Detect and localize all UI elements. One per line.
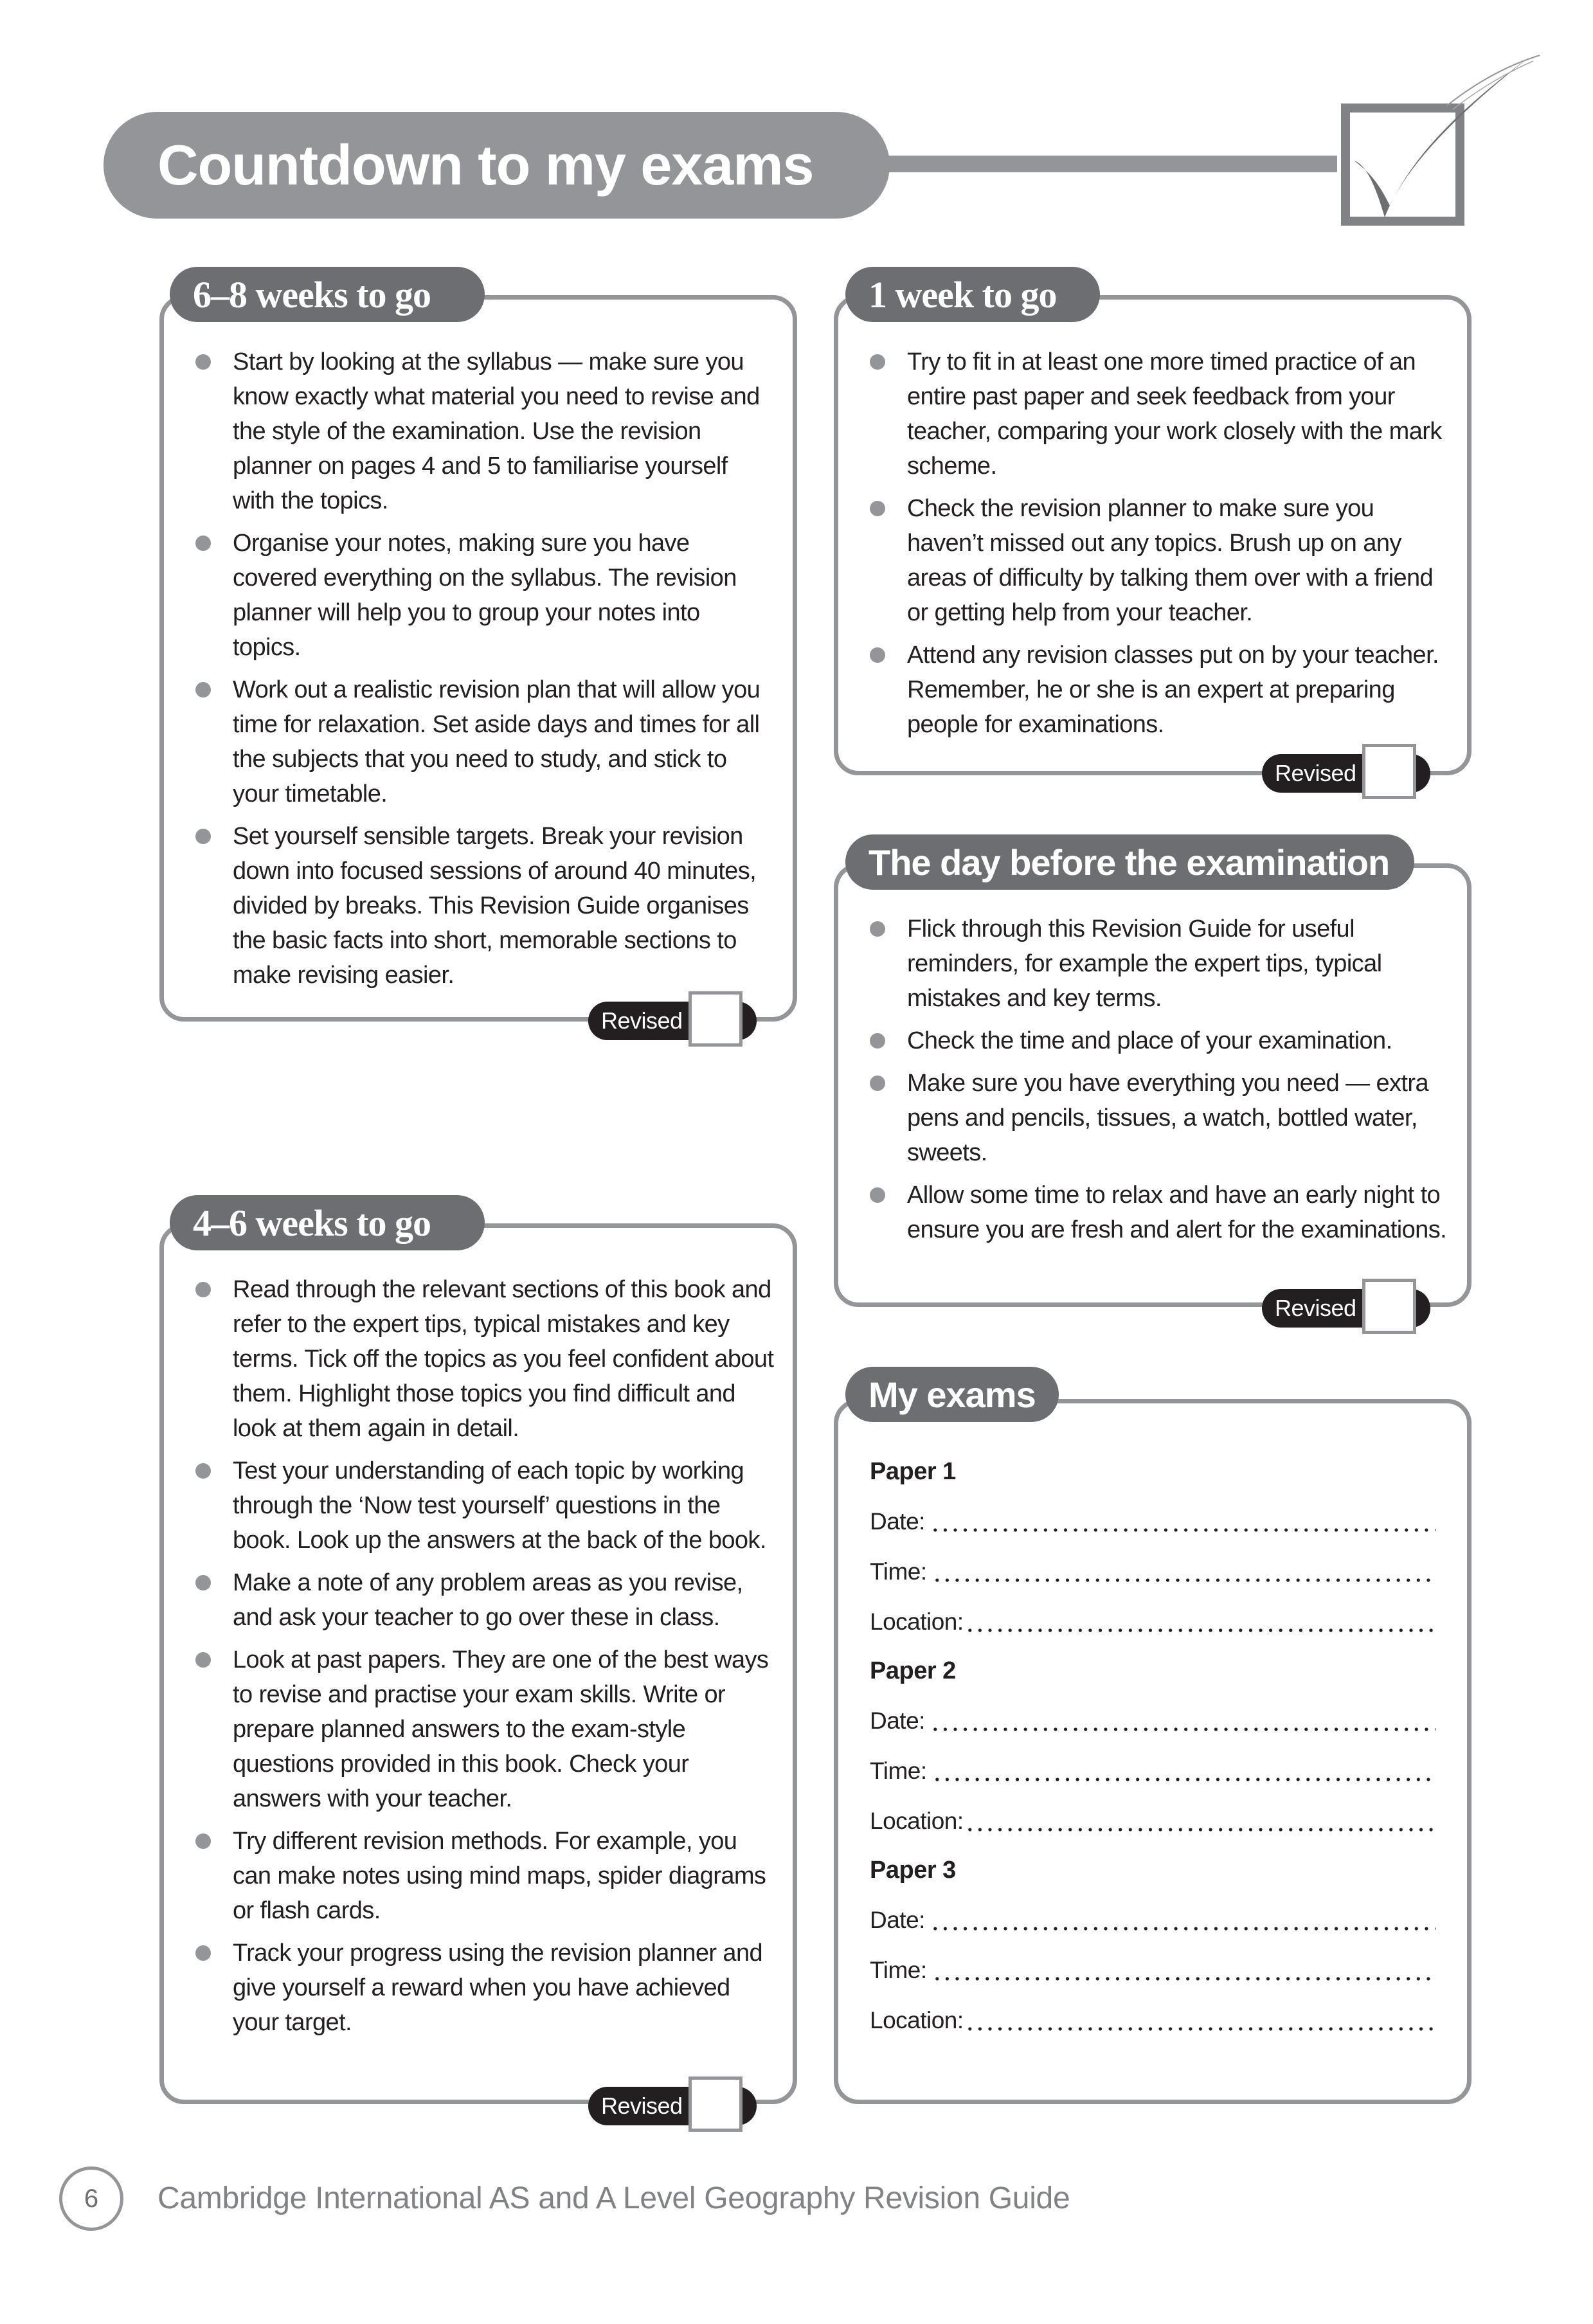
list-item: Check the time and place of your examination. bbox=[870, 1023, 1448, 1058]
book-title-footer: Cambridge International AS and A Level Geography Revision Guide bbox=[158, 2181, 1070, 2215]
location-field[interactable]: Location: bbox=[870, 1597, 1436, 1647]
list-6-8-weeks bbox=[195, 345, 774, 1000]
exam-paper-2 bbox=[870, 1646, 1436, 1846]
paper-title: Paper 3 bbox=[870, 1857, 956, 1884]
bullet-icon bbox=[870, 1033, 885, 1049]
list-item: Allow some time to relax and have an early night to ensure you are fresh and alert for the examinations. bbox=[870, 1178, 1448, 1247]
bullet-icon bbox=[870, 354, 885, 370]
revised-checkbox[interactable] bbox=[688, 2076, 742, 2132]
revised-label: Revised bbox=[1275, 760, 1356, 786]
list-item: Read through the relevant sections of this book and refer to the expert tips, typical mistakes and key terms. Tick off the topics as you feel confident about them. Highlight those topics you find difficult and look at them again in detail. bbox=[195, 1272, 774, 1446]
list-item: Organise your notes, making sure you have covered everything on the syllabus. The revision planner will help you to group your notes into topics. bbox=[195, 526, 774, 665]
list-item: Track your progress using the revision planner and give yourself a reward when you have achieved your target. bbox=[195, 1936, 774, 2040]
list-1-week bbox=[870, 345, 1448, 750]
date-field[interactable]: Date: bbox=[870, 1497, 1436, 1547]
list-item: Test your understanding of each topic by working through the ‘Now test yourself’ questions in the book. Look up the answers at the back of the book. bbox=[195, 1454, 774, 1558]
list-item: Try different revision methods. For example, you can make notes using mind maps, spider diagrams or flash cards. bbox=[195, 1824, 774, 1928]
revised-badge-day-before bbox=[1262, 1285, 1430, 1331]
date-field[interactable]: Date: bbox=[870, 1895, 1436, 1945]
list-item: Make sure you have everything you need — extra pens and pencils, tissues, a watch, bottled water, sweets. bbox=[870, 1066, 1448, 1170]
bullet-icon bbox=[195, 1575, 211, 1590]
page-title: Countdown to my exams bbox=[158, 133, 814, 197]
date-input-line[interactable] bbox=[930, 1528, 1436, 1532]
bullet-icon bbox=[195, 682, 211, 698]
section-heading-6-8-weeks: 6–8 weeks to go bbox=[170, 267, 485, 322]
bullet-icon bbox=[870, 501, 885, 516]
revised-checkbox[interactable] bbox=[1362, 744, 1416, 799]
time-field[interactable]: Time: bbox=[870, 1746, 1436, 1796]
location-input-line[interactable] bbox=[965, 2027, 1436, 2031]
section-heading-4-6-weeks: 4–6 weeks to go bbox=[170, 1195, 485, 1250]
bullet-icon bbox=[195, 1463, 211, 1479]
location-input-line[interactable] bbox=[965, 1628, 1436, 1632]
date-input-line[interactable] bbox=[930, 1927, 1436, 1931]
bullet-icon bbox=[870, 647, 885, 663]
revised-label: Revised bbox=[601, 1007, 683, 1034]
bullet-icon bbox=[195, 1945, 211, 1961]
section-heading-1-week: 1 week to go bbox=[845, 267, 1100, 322]
section-heading-day-before: The day before the examination bbox=[845, 834, 1414, 890]
bullet-icon bbox=[870, 1187, 885, 1203]
list-4-6-weeks bbox=[195, 1272, 774, 2048]
exam-paper-3 bbox=[870, 1845, 1436, 2046]
time-field[interactable]: Time: bbox=[870, 1547, 1436, 1597]
revised-badge-1-week bbox=[1262, 750, 1430, 797]
time-input-line[interactable] bbox=[932, 1778, 1436, 1781]
date-field[interactable]: Date: bbox=[870, 1696, 1436, 1746]
checkbox-tick-icon bbox=[1318, 51, 1549, 244]
list-item: Set yourself sensible targets. Break your revision down into focused sessions of around 40 minutes, divided by breaks. This Revision Guide organises the basic facts into short, memorable sections to make revising easier. bbox=[195, 819, 774, 993]
title-connector-line bbox=[887, 156, 1337, 172]
location-input-line[interactable] bbox=[965, 1828, 1436, 1832]
date-input-line[interactable] bbox=[930, 1727, 1436, 1731]
list-day-before bbox=[870, 912, 1448, 1255]
bullet-icon bbox=[195, 536, 211, 551]
bullet-icon bbox=[195, 1282, 211, 1297]
bullet-icon bbox=[195, 1652, 211, 1668]
paper-title: Paper 1 bbox=[870, 1458, 956, 1485]
list-item: Check the revision planner to make sure you haven’t missed out any topics. Brush up on any areas of difficulty by talking them over with a friend or getting help from your teacher. bbox=[870, 491, 1448, 630]
section-heading-my-exams: My exams bbox=[845, 1367, 1059, 1422]
paper-title: Paper 2 bbox=[870, 1657, 956, 1684]
revised-checkbox[interactable] bbox=[688, 991, 742, 1047]
location-field[interactable]: Location: bbox=[870, 1995, 1436, 2046]
page-title-banner bbox=[104, 112, 890, 219]
time-field[interactable]: Time: bbox=[870, 1945, 1436, 1995]
bullet-icon bbox=[195, 1833, 211, 1849]
time-input-line[interactable] bbox=[932, 1578, 1436, 1582]
bullet-icon bbox=[195, 829, 211, 844]
revised-badge-6-8-weeks bbox=[588, 998, 757, 1044]
list-item: Attend any revision classes put on by your teacher. Remember, he or she is an expert at preparing people for examinations. bbox=[870, 638, 1448, 742]
page-number: 6 bbox=[59, 2166, 123, 2231]
bullet-icon bbox=[195, 354, 211, 370]
exam-paper-1 bbox=[870, 1446, 1436, 1647]
revised-label: Revised bbox=[1275, 1295, 1356, 1321]
list-item: Start by looking at the syllabus — make sure you know exactly what material you need to revise and the style of the examination. Use the revision planner on pages 4 and 5 to familiarise yourself with the topics. bbox=[195, 345, 774, 518]
revised-badge-4-6-weeks bbox=[588, 2083, 757, 2129]
revised-checkbox[interactable] bbox=[1362, 1279, 1416, 1334]
list-item: Flick through this Revision Guide for useful reminders, for example the expert tips, typical mistakes and key terms. bbox=[870, 912, 1448, 1016]
revised-label: Revised bbox=[601, 2093, 683, 2119]
location-field[interactable]: Location: bbox=[870, 1796, 1436, 1846]
list-item: Try to fit in at least one more timed practice of an entire past paper and seek feedback from your teacher, comparing your work closely with the mark scheme. bbox=[870, 345, 1448, 483]
list-item: Look at past papers. They are one of the best ways to revise and practise your exam skills. Write or prepare planned answers to the exam-style questions provided in this book. Check your answers with your teacher. bbox=[195, 1643, 774, 1816]
time-input-line[interactable] bbox=[932, 1977, 1436, 1981]
list-item: Work out a realistic revision plan that will allow you time for relaxation. Set aside days and times for all the subjects that you need to study, and stick to your timetable. bbox=[195, 672, 774, 811]
bullet-icon bbox=[870, 921, 885, 937]
bullet-icon bbox=[870, 1076, 885, 1091]
list-item: Make a note of any problem areas as you revise, and ask your teacher to go over these in class. bbox=[195, 1565, 774, 1635]
